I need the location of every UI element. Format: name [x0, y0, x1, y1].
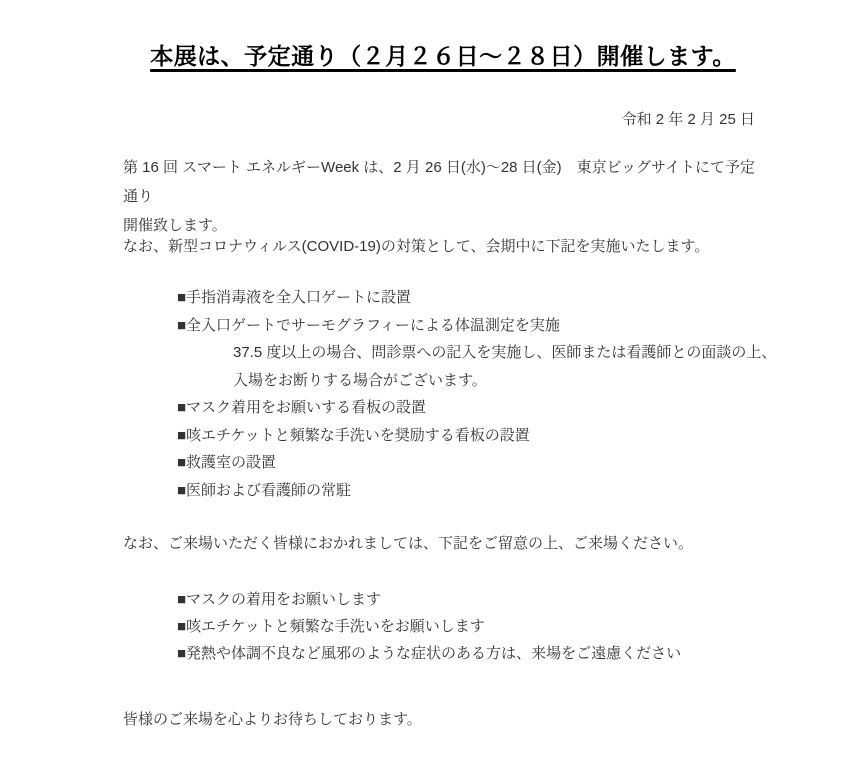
measure-item-mask-signs: ■マスク着用をお願いする看板の設置 — [177, 399, 427, 416]
temperature-note-line-2: 入場をお断りする場合がございます。 — [233, 371, 487, 389]
measure-item-thermography: ■全入口ゲートでサーモグラフィーによる体温測定を実施 — [177, 316, 560, 334]
measures-list — [177, 284, 785, 504]
measure-item-first-aid-room: ■救護室の設置 — [177, 454, 277, 471]
intro-paragraph — [123, 153, 765, 240]
intro-line-1: 第 16 回 スマート エネルギーWeek は、2 月 26 日(水)～28 日(金) 東京ビッグサイトにて予定通り — [123, 159, 756, 205]
visitor-notice-intro: なお、ご来場いただく皆様におかれましては、下記をご留意の上、ご来場ください。 — [123, 535, 694, 552]
measure-item-sanitizer: ■手指消毒液を全入口ゲートに設置 — [177, 289, 412, 306]
measure-item-doctor-nurse: ■医師および看護師の常駐 — [177, 481, 352, 499]
request-item-cough-etiquette: ■咳エチケットと頻繁な手洗いをお願いします — [177, 618, 485, 635]
temperature-note-line-1: 37.5 度以上の場合、問診票への記入を実施し、医師または看護師との面談の上、 — [233, 344, 777, 361]
measure-item-cough-etiquette-signs: ■咳エチケットと頻繁な手洗いを奨励する看板の設置 — [177, 426, 530, 444]
request-item-fever: ■発熱や体調不良など風邪のような症状のある方は、来場をご遠慮ください — [177, 645, 682, 662]
announcement-title: 本展は、予定通り（２月２６日～２８日）開催します。 — [150, 43, 736, 69]
request-item-mask: ■マスクの着用をお願いします — [177, 591, 382, 608]
closing-message: 皆様のご来場を心よりお待ちしております。 — [123, 711, 422, 728]
issue-date: 令和 2 年 2 月 25 日 — [621, 111, 755, 128]
covid-measures-intro: なお、新型コロナウィルス(COVID-19)の対策として、会期中に下記を実施いたします。 — [123, 238, 710, 255]
intro-line-2: 開催致します。 — [123, 217, 227, 234]
visitor-requests-list — [177, 586, 785, 667]
